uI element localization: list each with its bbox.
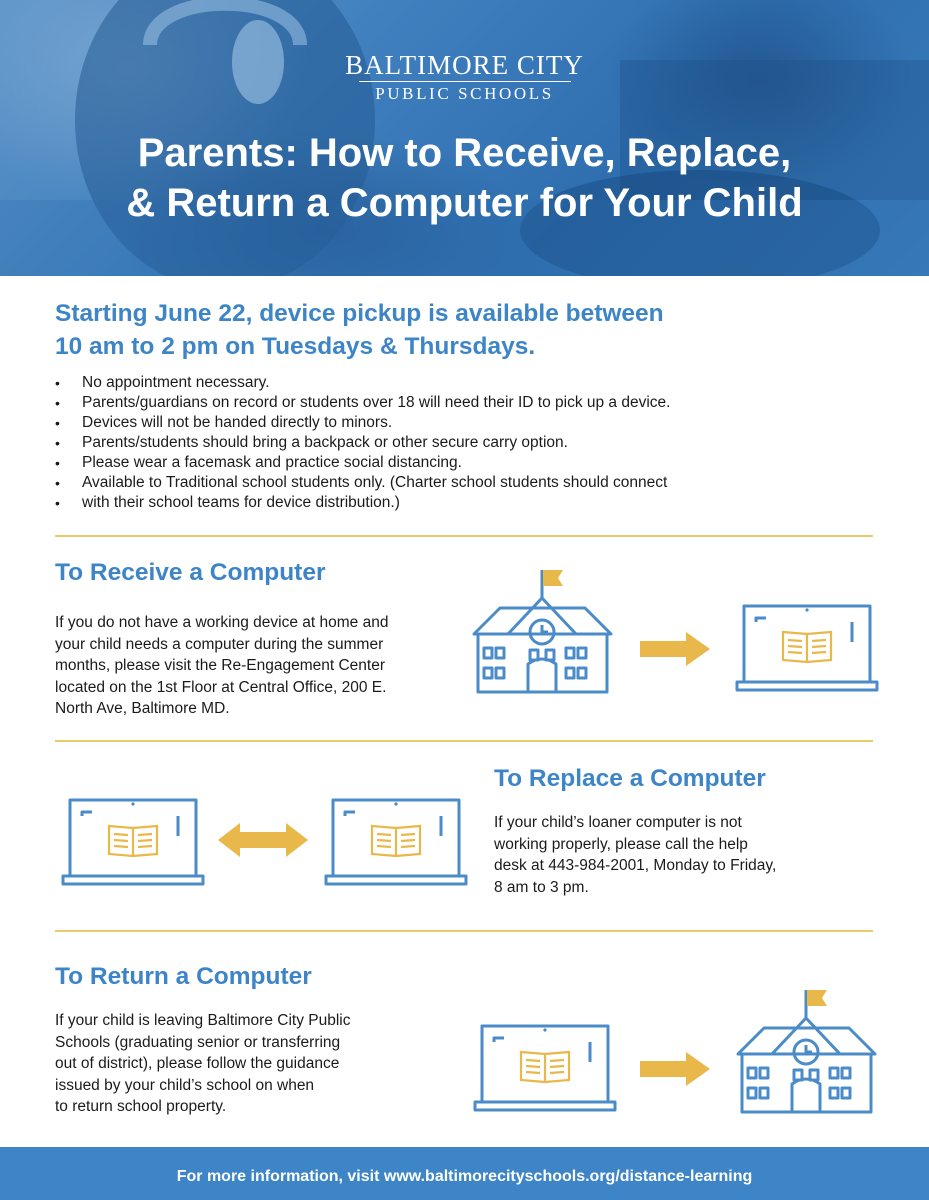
bullet-item: • Parents/guardians on record or students over 18 will need their ID to pick up a device. [55,393,815,413]
replace-section-body [494,812,874,898]
double-arrow-icon [218,823,308,857]
return-section-title: To Return a Computer [55,963,312,990]
pickup-heading-line-1: Starting June 22, device pickup is available between [55,300,664,327]
return-body-line: out of district), please follow the guidance [55,1055,340,1072]
bullet-item: • Parents/students should bring a backpack or other secure carry option. [55,433,815,453]
receive-section-title: To Receive a Computer [55,559,326,586]
laptop-book-icon [736,604,878,692]
bullet-item: • No appointment necessary. [55,373,815,393]
arrow-right-icon [640,632,710,666]
return-section-body [55,1010,435,1118]
receive-section-body [55,612,455,720]
laptop-book-icon [474,1024,616,1112]
page-title-line-2: & Return a Computer for Your Child [126,181,803,225]
school-district-logo [0,50,929,104]
footer-info-link[interactable]: For more information, visit www.baltimorecityschools.org/distance-learning [176,1168,753,1185]
footer-banner [0,1147,929,1200]
bullet-item: • Available to Traditional school students only. (Charter school students should connect [55,473,815,493]
logo-line-1: BALTIMORE CITY [345,50,584,80]
page-title [0,128,929,228]
pickup-heading [55,297,815,363]
receive-body-line: If you do not have a working device at home and [55,614,389,631]
section-divider [55,930,873,932]
arrow-right-icon [640,1052,710,1086]
laptop-book-icon [325,798,467,886]
receive-body-line: months, please visit the Re-Engagement Center [55,657,385,674]
return-body-line: If your child is leaving Baltimore City Public [55,1012,351,1029]
replace-section-title: To Replace a Computer [494,765,766,792]
return-body-line: Schools (graduating senior or transferring [55,1033,341,1051]
bullet-item: • Please wear a facemask and practice social distancing. [55,453,815,473]
receive-body-line: North Ave, Baltimore MD. [55,700,230,717]
return-body-line: issued by your child’s school on when [55,1076,315,1094]
logo-divider [359,81,571,82]
section-divider [55,535,873,537]
section-divider [55,740,873,742]
laptop-book-icon [62,798,204,886]
bullet-item: • Devices will not be handed directly to minors. [55,413,815,433]
logo-line-2: PUBLIC SCHOOLS [375,84,554,103]
school-building-icon [470,568,615,698]
return-body-line: to return school property. [55,1098,227,1115]
header-banner [0,0,929,276]
pickup-bullet-list [55,373,815,513]
page-title-line-1: Parents: How to Receive, Replace, [137,131,792,175]
receive-body-line: your child needs a computer during the summer [55,635,384,653]
receive-body-line: located on the 1st Floor at Central Office, 200 E. [55,678,387,696]
school-building-icon [734,988,879,1118]
bullet-continuation-text: with their school teams for device distribution.) [82,494,400,511]
bullet-item-continuation [55,493,815,513]
pickup-heading-line-2: 10 am to 2 pm on Tuesdays & Thursdays. [55,333,536,360]
replace-body-line: If your child’s loaner computer is not [494,814,742,831]
replace-body-line: 8 am to 3 pm. [494,878,589,896]
replace-body-line: working properly, please call the help [494,835,748,853]
replace-body-line: desk at 443-984-2001, Monday to Friday, [494,857,777,874]
